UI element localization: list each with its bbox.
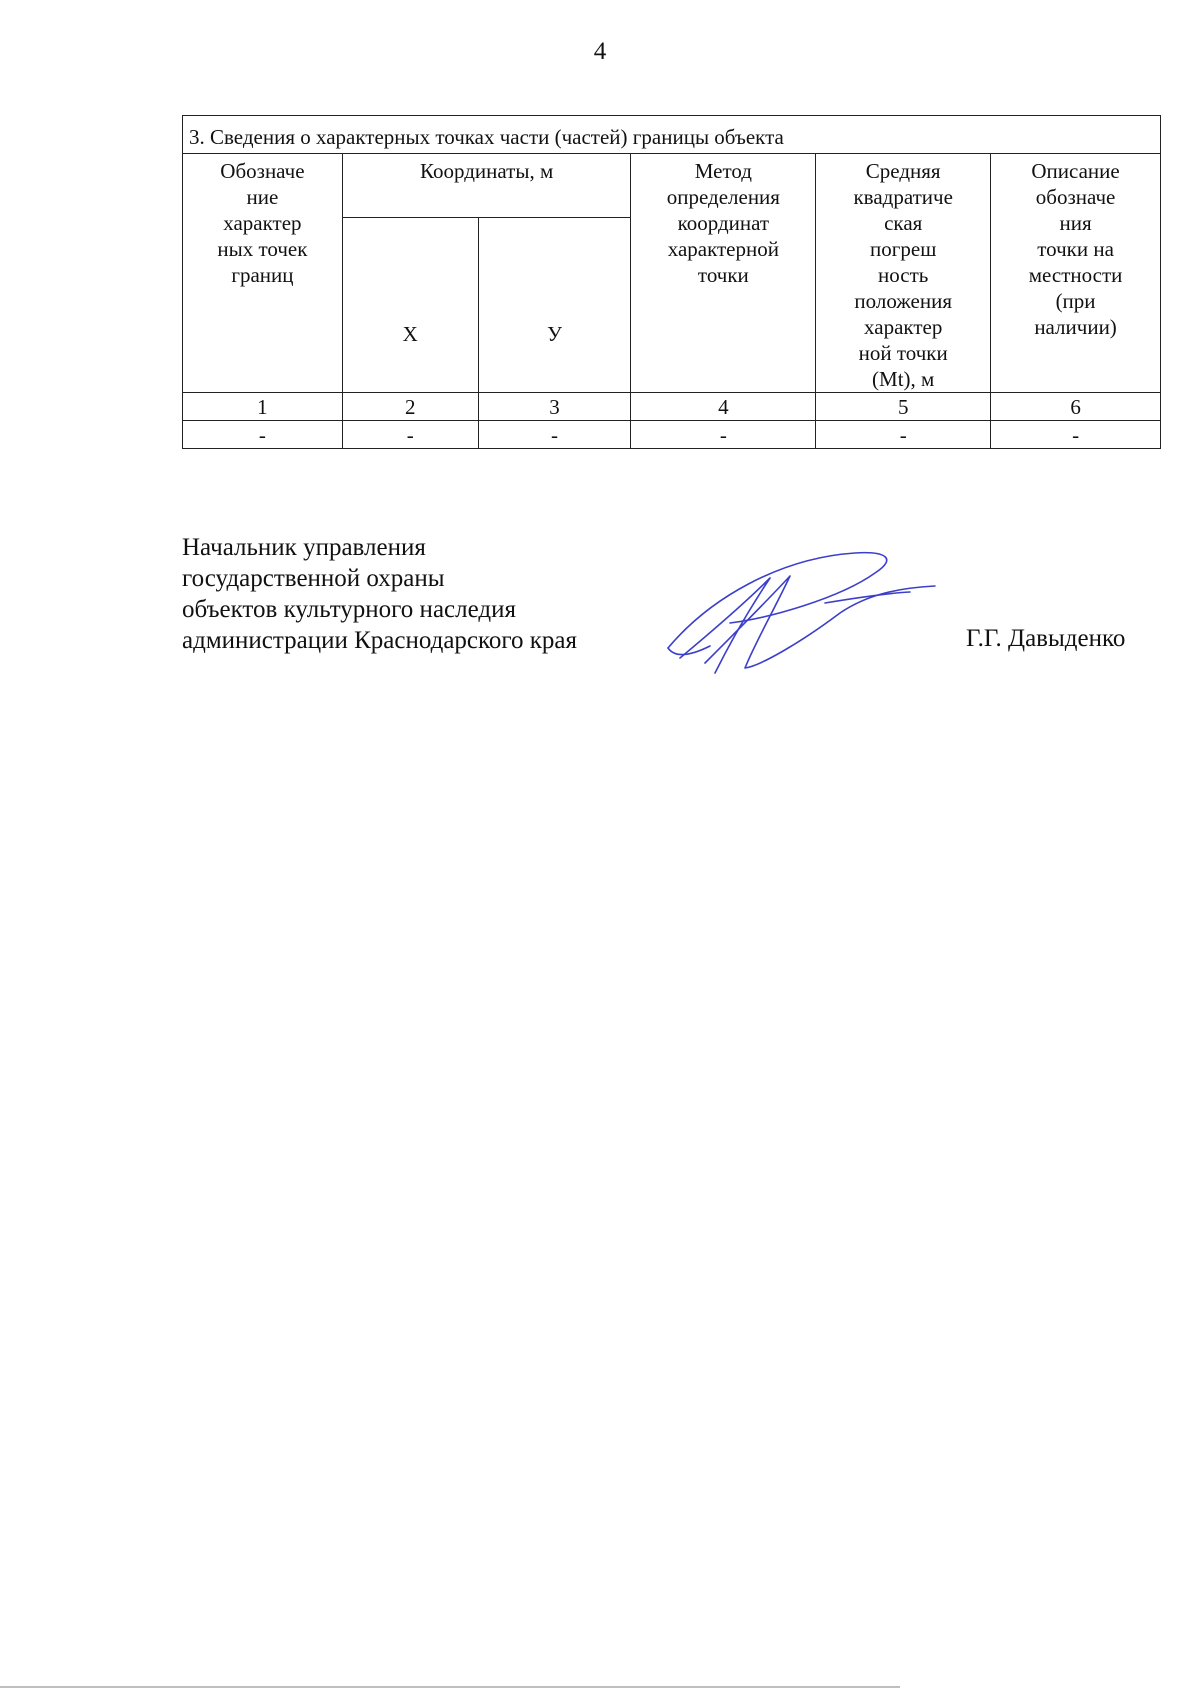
header-mean-square-error	[816, 154, 991, 393]
table-row	[183, 421, 1161, 449]
header-designation-line: Обозначе	[220, 159, 305, 183]
header-description-line: точки на	[1037, 237, 1114, 261]
header-description-line: обозначе	[1035, 185, 1116, 209]
signature-strokes	[668, 553, 935, 673]
header-error-line: квадратиче	[853, 185, 953, 209]
header-method-line: определения	[666, 185, 780, 209]
header-error-line: положения	[854, 289, 952, 313]
header-description-line: ния	[1059, 211, 1092, 235]
header-designation-line: границ	[231, 263, 294, 287]
header-x: Х	[342, 217, 478, 392]
table-cell: -	[816, 421, 991, 449]
header-designation	[183, 154, 343, 393]
signatory-position-line: государственной охраны	[182, 565, 445, 592]
table-cell: -	[342, 421, 478, 449]
signatory-position-line: объектов культурного наследия	[182, 596, 516, 623]
header-y: У	[478, 217, 631, 392]
header-error-line: ность	[878, 263, 929, 287]
characteristic-points-table	[182, 115, 1161, 449]
section-title: 3. Сведения о характерных точках части (частей) границы объекта	[183, 116, 1161, 154]
table-cell: -	[478, 421, 631, 449]
header-coordinates: Координаты, м	[342, 154, 631, 218]
header-error-line: Средняя	[865, 159, 941, 183]
header-error-line: погреш	[870, 237, 937, 261]
header-description-line: наличии)	[1034, 315, 1117, 339]
header-designation-line: ных точек	[217, 237, 308, 261]
header-description-line: (при	[1055, 289, 1096, 313]
header-description	[991, 154, 1161, 393]
signatory-position	[182, 532, 577, 656]
header-method	[631, 154, 816, 393]
header-method-line: Метод	[694, 159, 752, 183]
column-number: 5	[816, 393, 991, 421]
column-number: 3	[478, 393, 631, 421]
header-designation-line: ние	[246, 185, 279, 209]
header-method-line: характерной	[667, 237, 779, 261]
scan-edge-line	[0, 1686, 900, 1688]
header-description-line: Описание	[1031, 159, 1120, 183]
column-number: 6	[991, 393, 1161, 421]
table-cell: -	[631, 421, 816, 449]
column-number-row	[183, 393, 1161, 421]
header-description-line: местности	[1028, 263, 1123, 287]
signatory-position-line: Начальник управления	[182, 534, 426, 561]
signatory-position-line: администрации Краснодарского края	[182, 627, 578, 654]
page-number: 4	[593, 38, 607, 65]
table-cell: -	[183, 421, 343, 449]
column-number: 1	[183, 393, 343, 421]
signatory-name: Г.Г. Давыденко	[966, 625, 1126, 652]
header-method-line: координат	[677, 211, 770, 235]
header-designation-line: характер	[223, 211, 302, 235]
header-method-line: точки	[697, 263, 749, 287]
column-number: 2	[342, 393, 478, 421]
header-error-line: характер	[864, 315, 943, 339]
header-error-line: (Mt), м	[872, 367, 935, 391]
header-error-line: ной точки	[858, 341, 948, 365]
header-error-line: ская	[884, 211, 923, 235]
column-number: 4	[631, 393, 816, 421]
handwritten-signature	[650, 548, 950, 693]
table-cell: -	[991, 421, 1161, 449]
